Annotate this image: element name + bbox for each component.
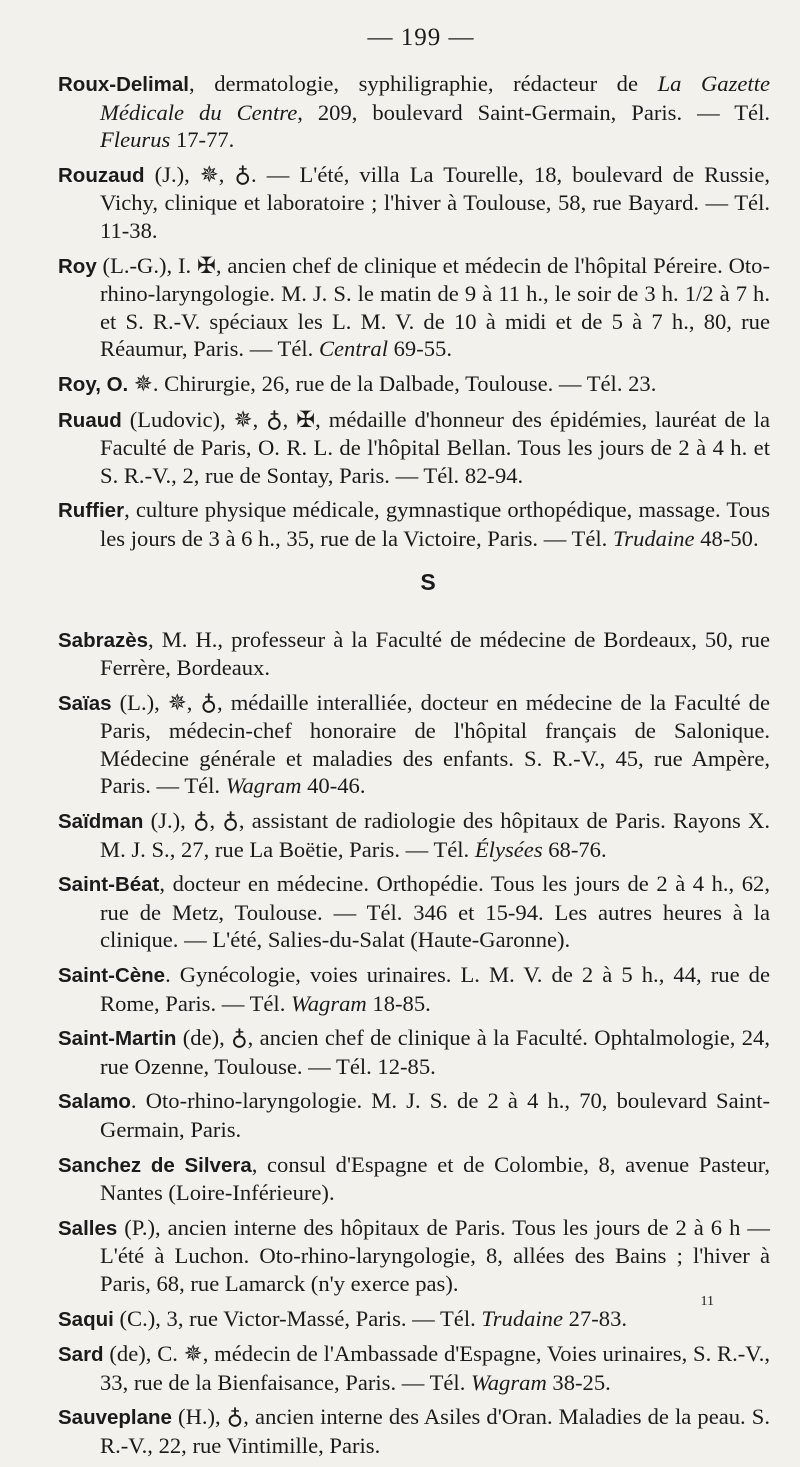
directory-entry — [58, 406, 770, 490]
directory-entry — [58, 1340, 770, 1396]
entry-name: Salles — [58, 1216, 118, 1240]
entry-name: Sauveplane — [58, 1406, 172, 1430]
entry-text: , docteur en médecine. Orthopédie. Tous les jours de 2 à 4 h., 62, rue de Metz, Toulouse. — Tél. 346 et 15-94. Les autres heures à la clinique. — L'été, Salies-du-Salat (Haute-Garonne). — [100, 871, 770, 953]
directory-entry — [58, 807, 770, 863]
entry-name: Saïdman — [58, 810, 144, 834]
entry-text: 69-55. — [387, 336, 452, 362]
entry-name: Saint-Cène — [58, 964, 166, 988]
directory-entry — [58, 161, 770, 245]
entry-text: 27-83. — [563, 1305, 628, 1331]
entry-italic-text: Fleurus — [100, 127, 171, 153]
directory-entry — [58, 70, 770, 154]
section-letter: S — [420, 568, 436, 595]
entry-name: Salamo — [58, 1090, 131, 1114]
directory-entry — [58, 370, 770, 399]
entry-text: (de), ♁, ancien chef de clinique à la Faculté. Ophtalmologie, 24, rue Ozenne, Toulouse. — Tél. 12-85. — [100, 1025, 770, 1079]
directory-entry — [58, 961, 770, 1017]
entry-text: (C.), 3, rue Victor-Massé, Paris. — Tél. — [113, 1305, 482, 1331]
entry-text: , 209, boulevard Saint-Germain, Paris. — Tél. — [297, 99, 770, 125]
entries-s-section — [58, 626, 770, 1460]
entry-name: Sard — [58, 1343, 104, 1367]
entry-text: , culture physique médicale, gymnastique orthopédique, massage. Tous les jours de 3 à 6 h., 35, rue de la Victoire, Paris. — Tél. — [100, 497, 770, 551]
entry-italic-text: Élysées — [474, 836, 543, 862]
directory-entry — [58, 870, 770, 954]
entry-name: Saïas — [58, 691, 112, 715]
entry-italic-text: Trudaine — [481, 1305, 564, 1331]
entry-name: Roy, O. — [58, 372, 129, 396]
entry-text: (de), C. ✵, médecin de l'Ambassade d'Espagne, Voies urinaires, S. R.-V., 33, rue de la Bienfaisance, Paris. — Tél. — [100, 1341, 770, 1395]
entry-text: (H.), ♁, ancien interne des Asiles d'Oran. Maladies de la peau. S. R.-V., 22, rue Vintimille, Paris. — [100, 1404, 770, 1458]
entry-name: Saqui — [58, 1307, 114, 1331]
entry-name: Roux-Delimal — [58, 73, 189, 96]
entry-text: , consul d'Espagne et de Colombie, 8, avenue Pasteur, Nantes (Loire-Inférieure). — [100, 1151, 771, 1206]
entry-text: 68-76. — [542, 836, 607, 862]
directory-entry — [58, 1403, 770, 1459]
entry-italic-text: Central — [318, 336, 388, 362]
entry-text: (P.), ancien interne des hôpitaux de Paris. Tous les jours de 2 à 6 h — L'été à Luchon. Oto-rhino-laryngologie, 8, allées des Bains ; l'hiver à Paris, 68, rue Lamarck (n'y exerce pas). — [100, 1214, 770, 1296]
entries-r-section — [58, 70, 770, 553]
entry-text: ✵. Chirurgie, 26, rue de la Dalbade, Toulouse. — Tél. 23. — [128, 370, 657, 396]
directory-entry — [58, 1024, 770, 1080]
entry-text: 18-85. — [366, 990, 431, 1016]
directory-entry — [58, 1087, 770, 1143]
signature-mark: 11 — [700, 1294, 714, 1309]
entry-name: Roy — [58, 254, 97, 278]
entry-name: Rouzaud — [58, 163, 145, 187]
directory-entry — [58, 1214, 770, 1298]
directory-entry — [58, 496, 770, 552]
entry-italic-text: Wagram — [471, 1369, 547, 1395]
entry-text: , dermatologie, syphiligraphie, rédacteur de — [189, 71, 658, 96]
entry-italic-text: Wagram — [291, 990, 367, 1016]
entry-text: . Gynécologie, voies urinaires. L. M. V. de 2 à 5 h., 44, rue de Rome, Paris. — Tél. — [100, 962, 770, 1016]
page-number: — 199 — — [367, 24, 475, 51]
entry-name: Ruffier — [58, 499, 125, 523]
directory-entry — [58, 626, 770, 682]
entry-name: Sanchez de Silvera — [58, 1153, 252, 1177]
entry-italic-text: Wagram — [225, 773, 302, 799]
entry-name: Ruaud — [58, 408, 122, 432]
entry-text: (Ludovic), ✵, ♁, ✠, médaille d'honneur des épidémies, lauréat de la Faculté de Paris, O. R. L. de l'hôpital Bellan. Tous les jours de 2 à 4 h. et S. R.-V., 2, rue de Sontay, Paris. — Tél. 82-94. — [100, 406, 770, 488]
entry-text: 40-46. — [301, 773, 366, 799]
entry-text: , M. H., professeur à la Faculté de médecine de Bordeaux, 50, rue Ferrère, Bordeaux. — [100, 626, 770, 681]
entry-name: Saint-Béat — [58, 873, 160, 897]
entry-text: (J.), ♁, ♁, assistant de radiologie des hôpitaux de Paris. Rayons X. M. J. S., 27, rue La Boëtie, Paris. — Tél. — [100, 808, 770, 862]
entry-text: . Oto-rhino-laryngologie. M. J. S. de 2 à 4 h., 70, boulevard Saint-Germain, Paris. — [100, 1088, 770, 1142]
entry-name: Saint-Martin — [58, 1027, 177, 1051]
directory-page — [58, 24, 770, 1467]
entry-italic-text: Trudaine — [612, 525, 695, 551]
directory-entry — [58, 252, 770, 363]
entry-text: 38-25. — [546, 1369, 611, 1395]
entry-text: (L.), ✵, ♁, médaille interalliée, docteur en médecine de la Faculté de Paris, médecin-chef honoraire de l'hôpital français de Salonique. Médecine générale et maladies des enfants. S. R.-V., 45, rue Ampère, Paris. — Tél. — [100, 689, 770, 799]
entry-text: (L.-G.), I. ✠, ancien chef de clinique et médecin de l'hôpital Péreire. Oto-rhino-laryngologie. M. J. S. le matin de 9 à 11 h., le soir de 3 h. 1/2 à 7 h. et S. R.-V. spéciaux les L. M. V. de 10 à midi et de 5 à 7 h., 80, rue Réaumur, Paris. — Tél. — [96, 252, 770, 362]
directory-entry — [58, 689, 770, 800]
entry-text: 48-50. — [694, 525, 759, 551]
entry-text: (J.), ✵, ♁. — L'été, villa La Tourelle, 18, boulevard de Russie, Vichy, clinique et laboratoire ; l'hiver à Toulouse, 58, rue Bayard. — Tél. 11-38. — [100, 161, 770, 243]
directory-entry — [58, 1305, 770, 1334]
entry-text: 17-77. — [170, 127, 235, 153]
directory-entry — [58, 1151, 770, 1207]
entry-italic-text: La Gazette Médicale du Centre — [100, 71, 770, 125]
entry-name: Sabrazès — [58, 628, 149, 652]
